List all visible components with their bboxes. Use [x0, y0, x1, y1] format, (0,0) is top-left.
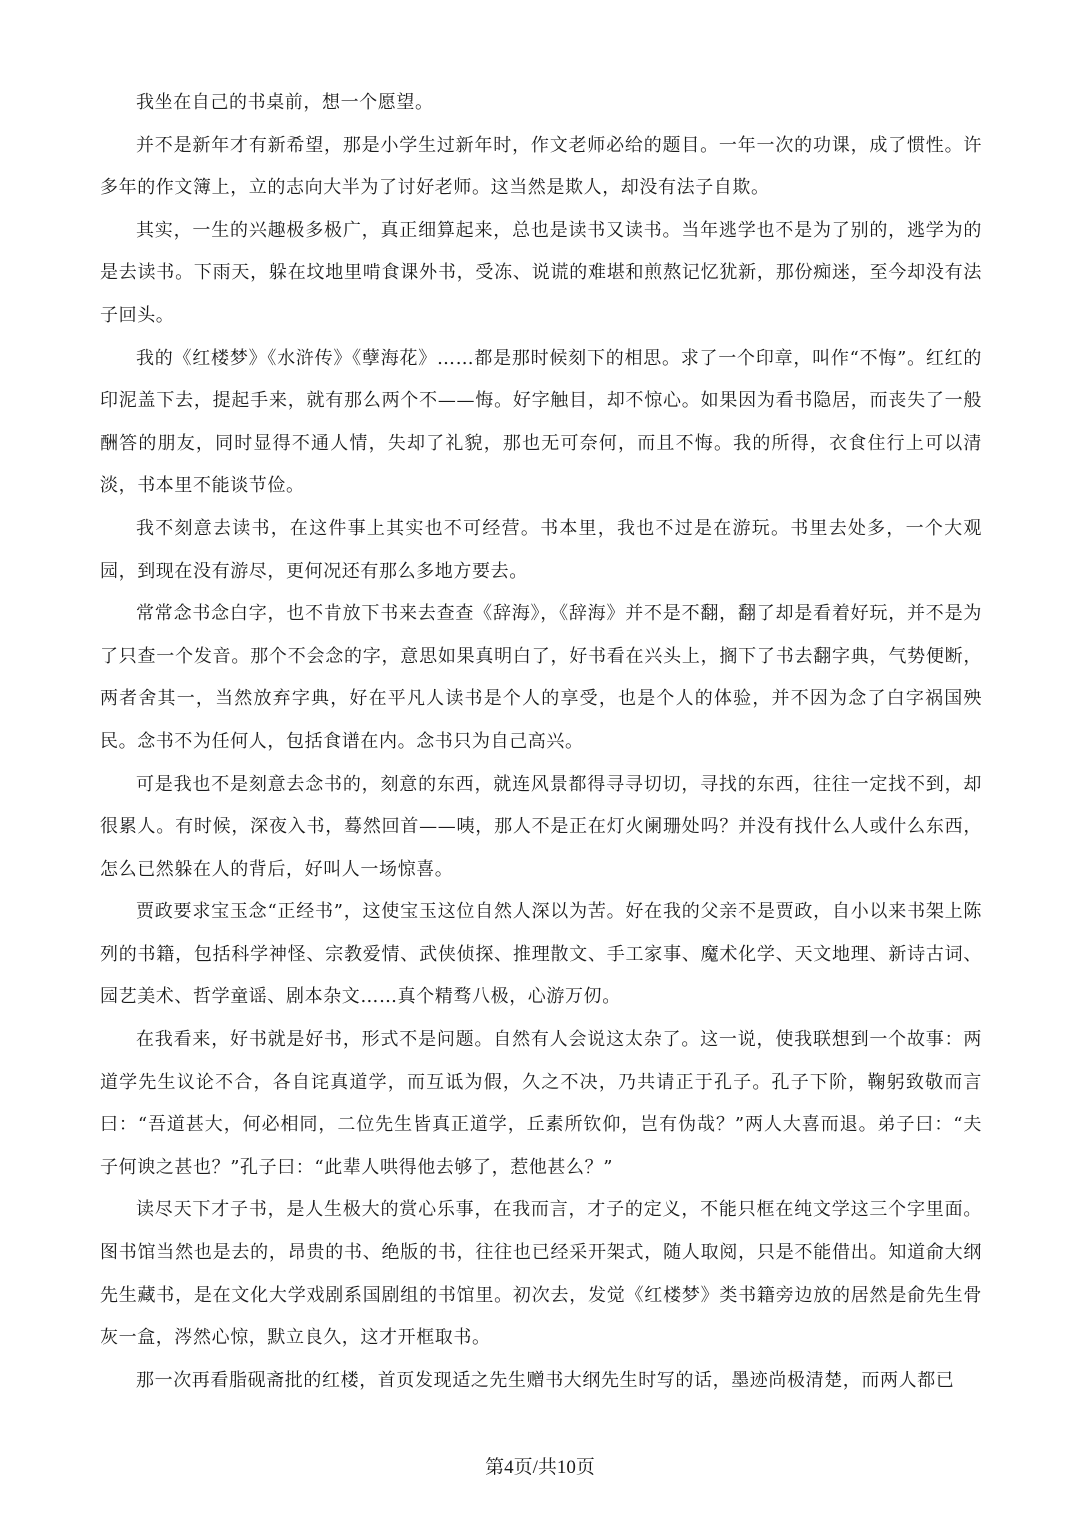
paragraph-2: 并不是新年才有新希望，那是小学生过新年时，作文老师必给的题目。一年一次的功课，成了惯性。许多年的作文簿上，立的志向大半为了讨好老师。这当然是欺人，却没有法子自欺。	[100, 134, 982, 199]
paragraph-8: 贾政要求宝玉念“正经书”，这使宝玉这位自然人深以为苦。好在我的父亲不是贾政，自小以来书架上陈列的书籍，包括科学神怪、宗教爱情、武侠侦探、推理散文、手工家事、魔术化学、天文地理、新诗古词、园艺美术、哲学童谣、剧本杂文……真个精骛八极，心游万仞。	[100, 901, 982, 1008]
document-body	[100, 82, 982, 1442]
paragraph-4: 我的《红楼梦》《水浒传》《孽海花》……都是那时候刻下的相思。求了一个印章，叫作“不悔”。红红的印泥盖下去，提起手来，就有那么两个不——悔。好字触目，却不惊心。如果因为看书隐居，而丧失了一般酬答的朋友，同时显得不通人情，失却了礼貌，那也无可奈何，而且不悔。我的所得，衣食住行上可以清淡，书本里不能谈节俭。	[100, 347, 982, 497]
paragraph-5: 我不刻意去读书，在这件事上其实也不可经营。书本里，我也不过是在游玩。书里去处多，一个大观园，到现在没有游尽，更何况还有那么多地方要去。	[100, 517, 982, 582]
paragraph-11: 那一次再看脂砚斋批的红楼，首页发现适之先生赠书大纲先生时写的话，墨迹尚极清楚，而两人都已	[136, 1369, 955, 1391]
paragraph-6: 常常念书念白字，也不肯放下书来去查查《辞海》，《辞海》并不是不翻，翻了却是看着好玩，并不是为了只查一个发音。那个不会念的字，意思如果真明白了，好书看在兴头上，搁下了书去翻字典，气势便断，两者舍其一，当然放弃字典，好在平凡人读书是个人的享受，也是个人的体验，并不因为念了白字祸国殃民。念书不为任何人，包括食谱在内。念书只为自己高兴。	[100, 603, 982, 752]
paragraph-3: 其实，一生的兴趣极多极广，真正细算起来，总也是读书又读书。当年逃学也不是为了别的，逃学为的是去读书。下雨天，躲在坟地里啃食课外书，受冻、说谎的难堪和煎熬记忆犹新，那份痴迷，至今却没有法子回头。	[100, 219, 982, 326]
paragraph-10: 读尽天下才子书，是人生极大的赏心乐事，在我而言，才子的定义，不能只框在纯文学这三个字里面。图书馆当然也是去的，昂贵的书、绝版的书，往往也已经采开架式，随人取阅，只是不能借出。知道俞大纲先生藏书，是在文化大学戏剧系国剧组的书馆里。初次去，发觉《红楼梦》类书籍旁边放的居然是俞先生骨灰一盒，涔然心惊，默立良久，这才开框取书。	[100, 1199, 982, 1349]
paragraph-1: 我坐在自己的书桌前，想一个愿望。	[136, 92, 434, 113]
paragraph-9: 在我看来，好书就是好书，形式不是问题。自然有人会说这太杂了。这一说，使我联想到一个故事：两道学先生议论不合，各自诧真道学，而互诋为假，久之不决，乃共请正于孔子。孔子下阶，鞠躬致敬而言曰：“吾道甚大，何必相同，二位先生皆真正道学，丘素所钦仰，岂有伪哉？”两人大喜而退。弟子曰：“夫子何谀之甚也？”孔子曰：“此辈人哄得他去够了，惹他甚么？”	[100, 1029, 982, 1178]
page-number-footer: 第4页/共10页	[485, 1457, 595, 1478]
paragraph-7: 可是我也不是刻意去念书的，刻意的东西，就连风景都得寻寻切切，寻找的东西，往往一定找不到，却很累人。有时候，深夜入书，蓦然回首——咦，那人不是正在灯火阑珊处吗？并没有找什么人或什么东西，怎么已然躲在人的背后，好叫人一场惊喜。	[100, 773, 982, 880]
